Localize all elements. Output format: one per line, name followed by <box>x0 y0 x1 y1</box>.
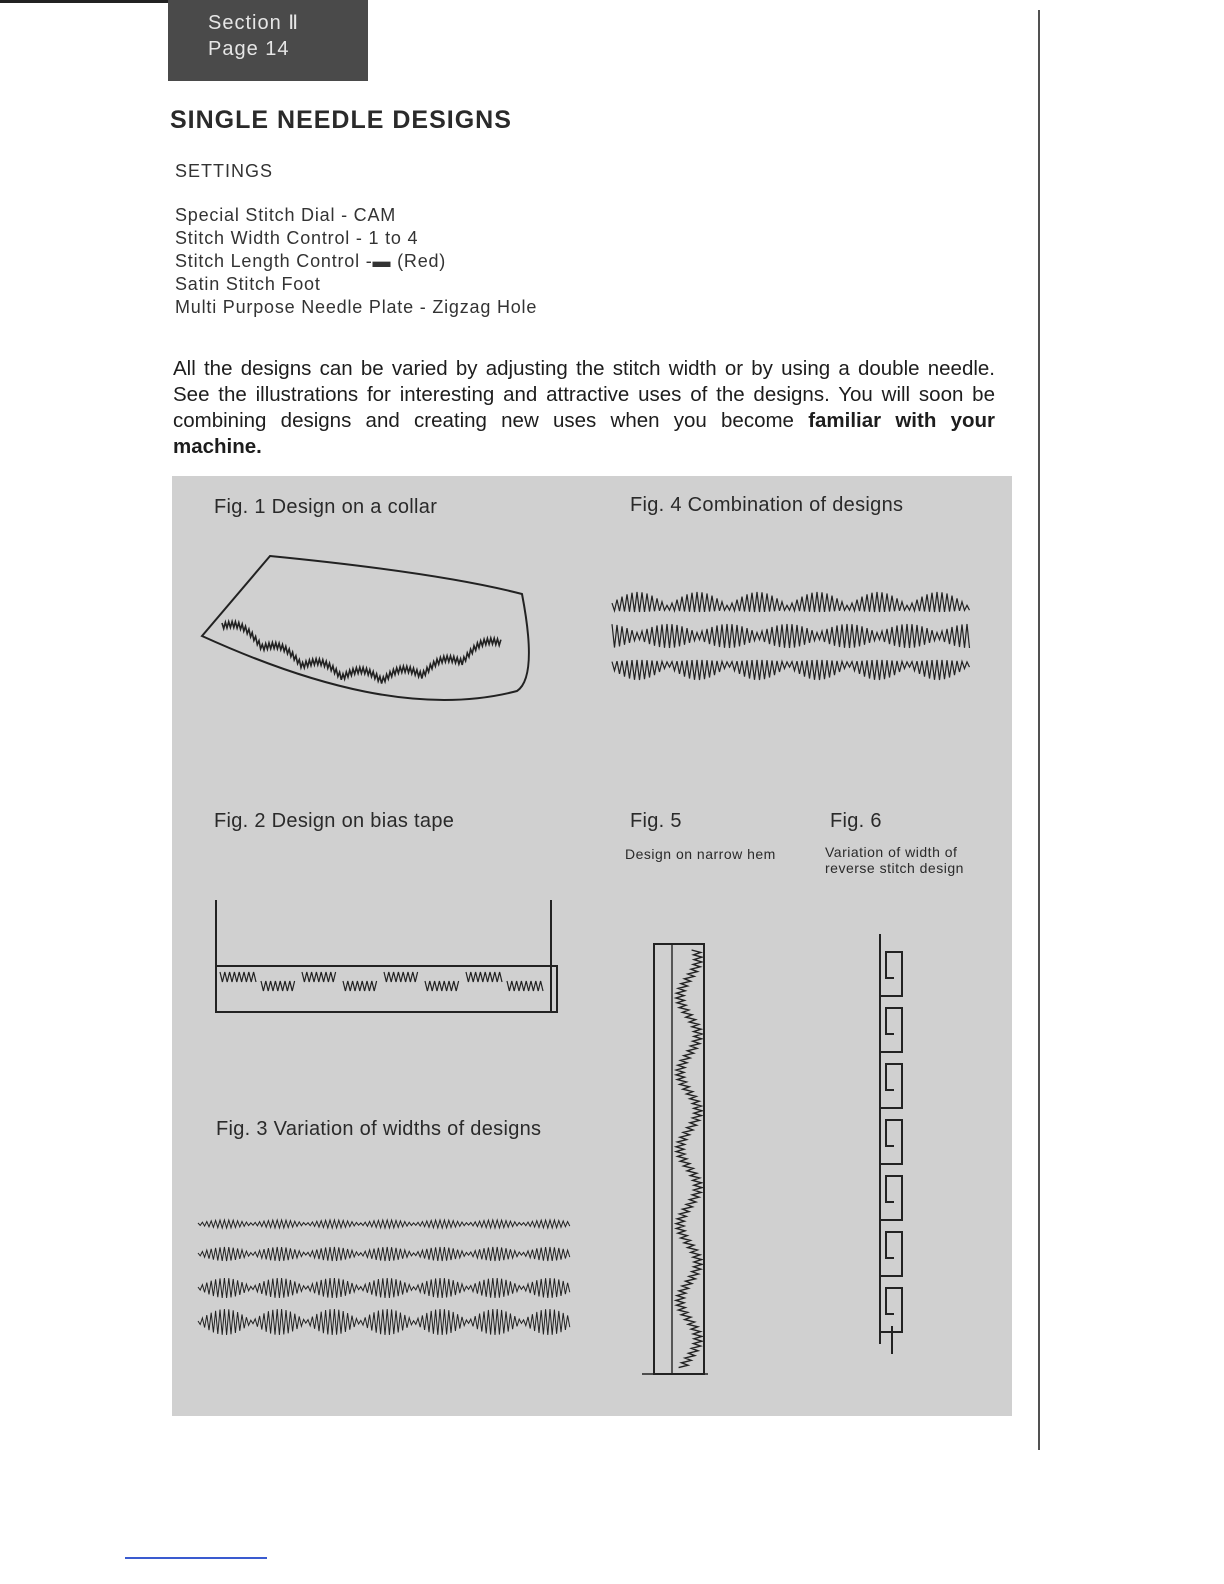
intro-text: All the designs can be varied by adjusting the stitch width or by using a double needle. See the illustrations for interesting and attractive uses of the designs. You will soon be combining designs and creating new uses when you become <box>173 357 995 432</box>
fig6-description: Variation of width of reverse stitch design <box>825 844 964 876</box>
settings-list <box>175 204 537 319</box>
fig6-caption: Fig. 6 <box>830 810 882 832</box>
intro-emphasis: familiar with your machine. <box>173 409 995 458</box>
top-rule <box>0 0 180 3</box>
setting-item: Satin Stitch Foot <box>175 274 321 294</box>
fig5-hem-illustration <box>642 940 752 1380</box>
settings-heading: SETTINGS <box>175 161 274 181</box>
section-tab <box>168 0 368 81</box>
setting-item: Multi Purpose Needle Plate - Zigzag Hole <box>175 297 538 317</box>
intro-paragraph <box>173 356 995 460</box>
fig2-bias-tape-illustration <box>210 894 560 1019</box>
fig4-combination-illustration <box>608 586 978 696</box>
figures-panel <box>172 476 1012 1416</box>
fig5-caption: Fig. 5 <box>630 810 682 832</box>
fig4-caption: Fig. 4 Combination of designs <box>630 494 904 516</box>
setting-item: Stitch Width Control - 1 to 4 <box>175 228 419 248</box>
fig3-caption: Fig. 3 Variation of widths of designs <box>216 1118 542 1140</box>
fig6-reverse-stitch-illustration <box>872 934 932 1374</box>
fig3-widths-illustration <box>198 1204 578 1374</box>
fig2-caption: Fig. 2 Design on bias tape <box>214 810 455 832</box>
page-title: SINGLE NEEDLE DESIGNS <box>170 106 512 134</box>
setting-item: Stitch Length Control -▬ (Red) <box>175 251 447 271</box>
section-label: Section Ⅱ <box>208 12 300 34</box>
setting-item: Special Stitch Dial - CAM <box>175 205 397 225</box>
bottom-rule <box>125 1557 267 1559</box>
page-edge-line <box>1038 10 1040 1450</box>
fig1-caption: Fig. 1 Design on a collar <box>214 496 438 518</box>
fig5-description: Design on narrow hem <box>625 846 776 862</box>
page-label: Page 14 <box>208 38 290 60</box>
